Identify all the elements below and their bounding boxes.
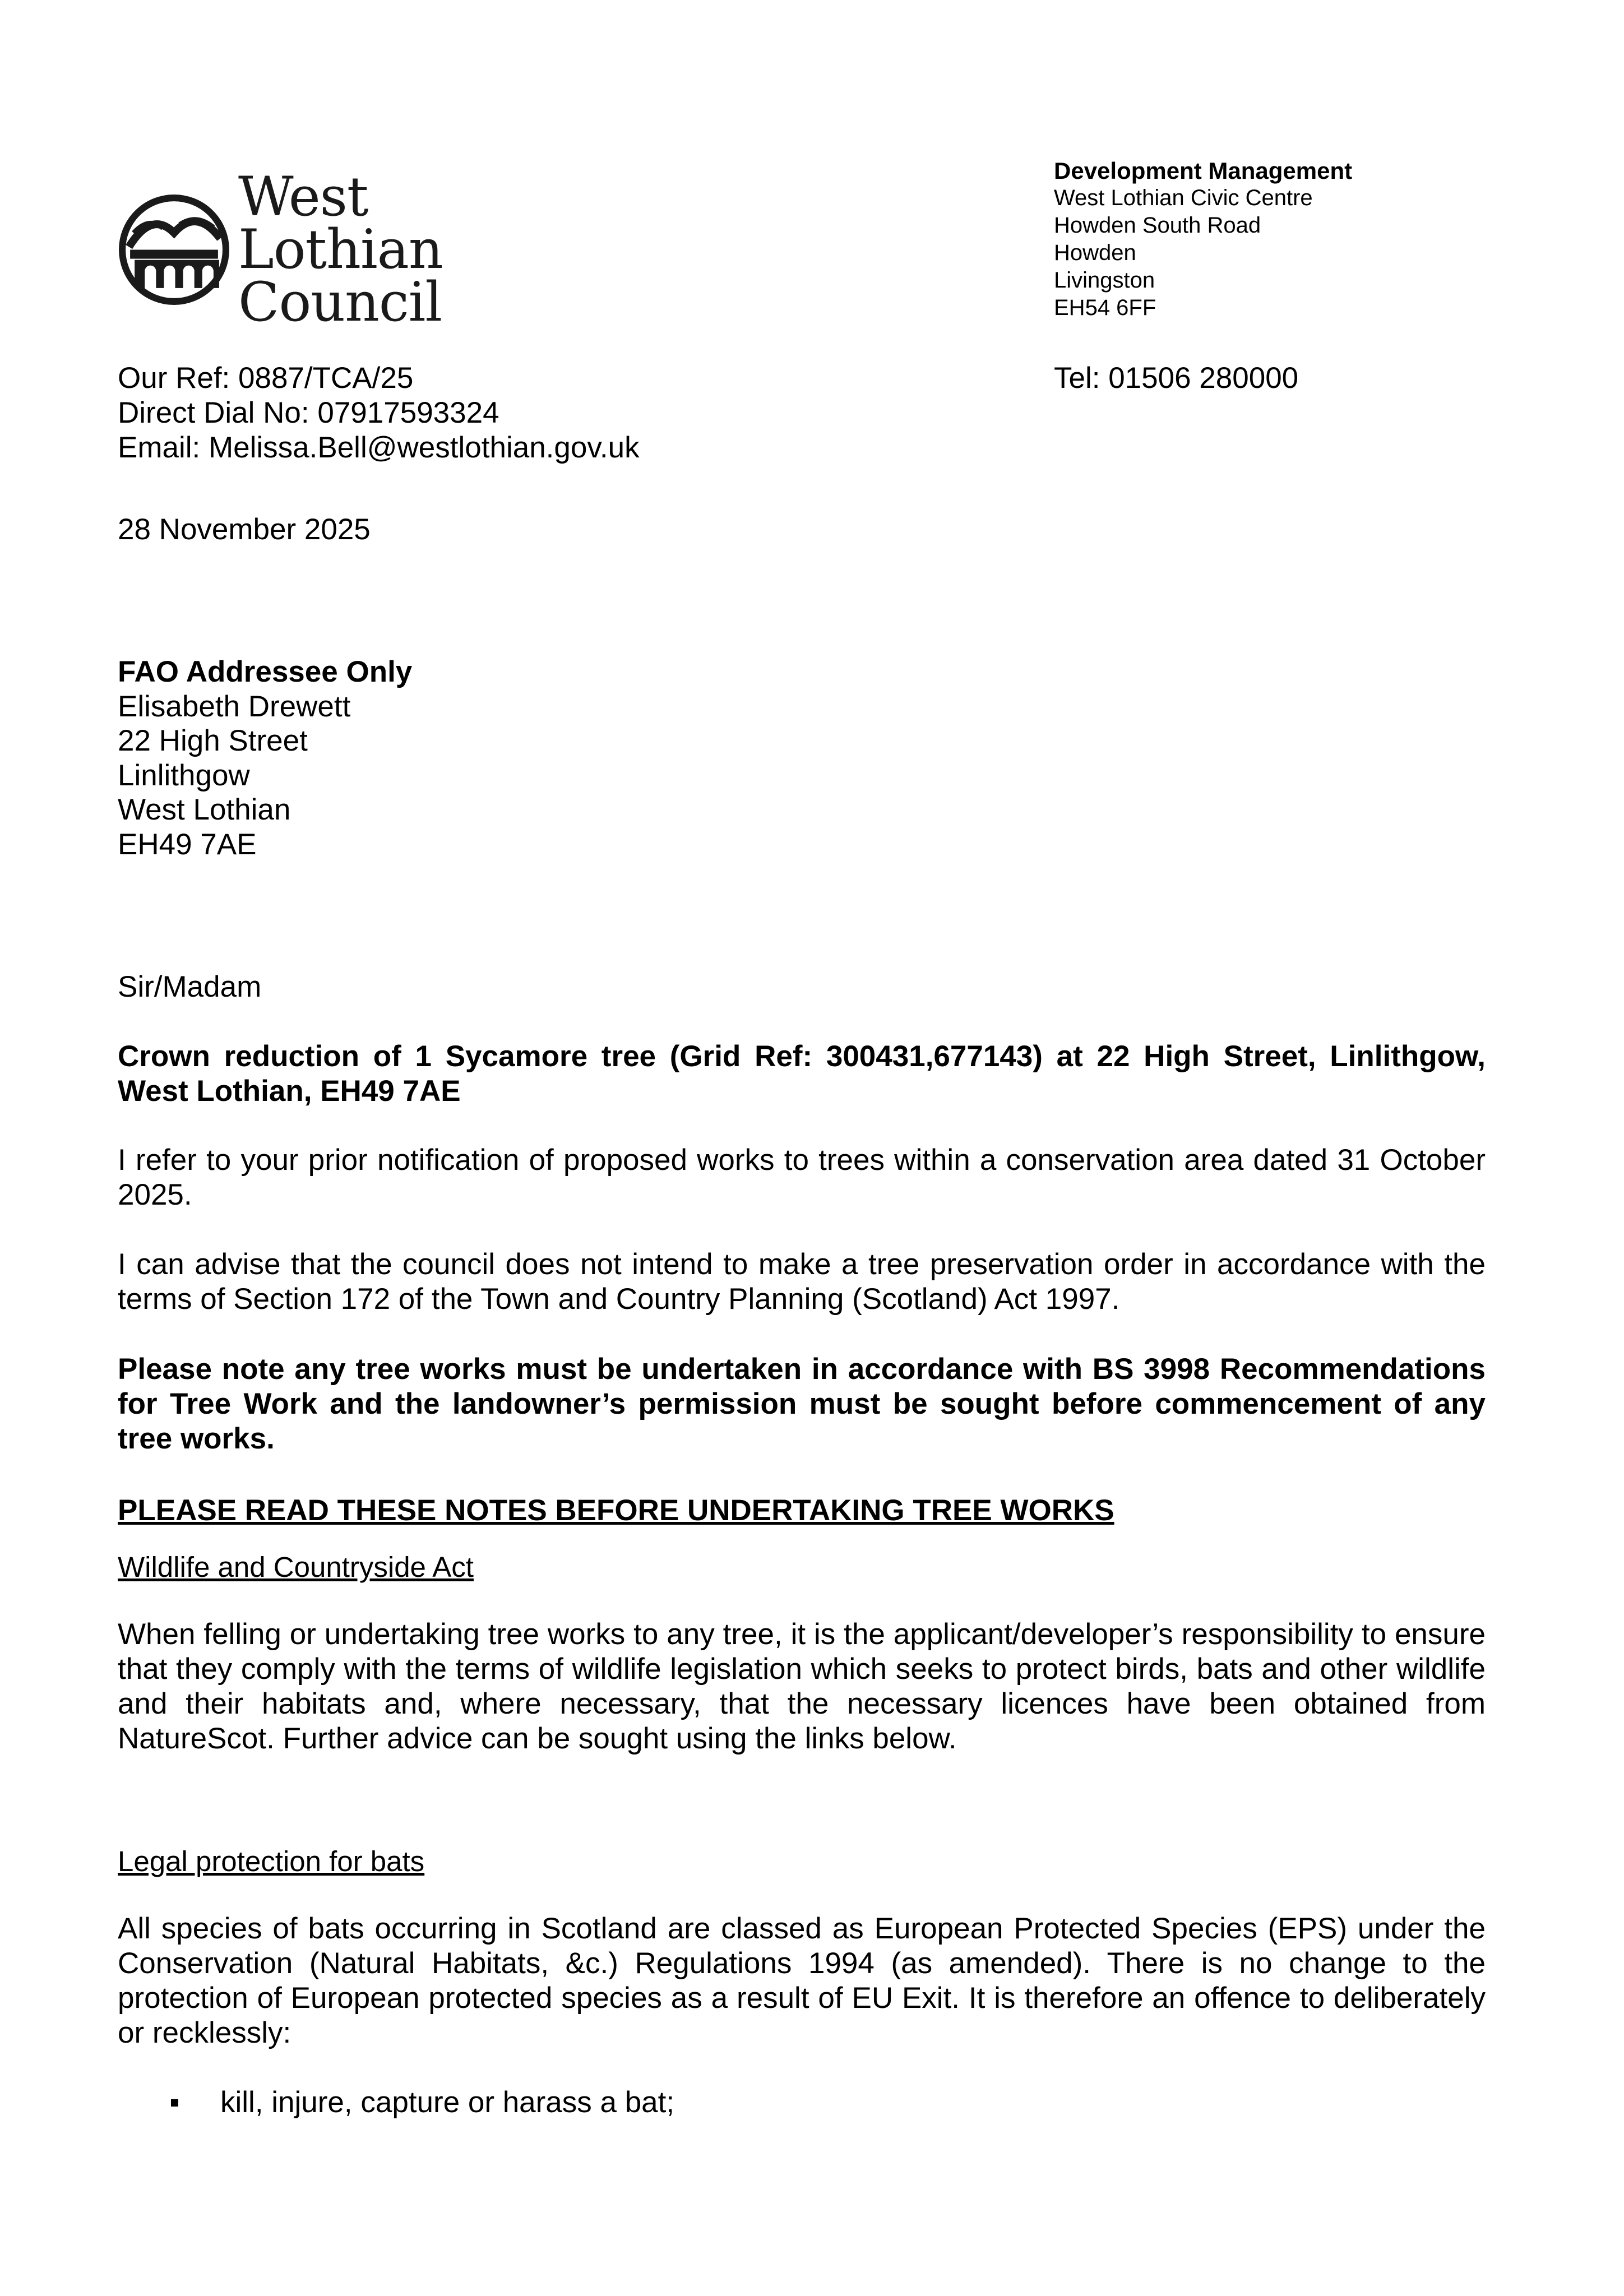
bullet-square-icon [171, 2099, 178, 2107]
letter-subject: Crown reduction of 1 Sycamore tree (Grid Ref: 300431,677143) at 22 High Street, Linlithgow, West Lothian, EH49 7AE [118, 1040, 1486, 1108]
addressee-line: EH49 7AE [118, 827, 257, 861]
paragraph-tpo-decision: I can advise that the council does not intend to make a tree preservation order in accordance with the terms of Section 172 of the Town and Country Planning (Scotland) Act 1997. [118, 1248, 1486, 1316]
wildlife-act-subheading: Wildlife and Countryside Act [118, 1551, 474, 1583]
bats-subheading: Legal protection for bats [118, 1845, 425, 1877]
our-reference: Our Ref: 0887/TCA/25 [118, 362, 414, 395]
office-line: EH54 6FF [1054, 295, 1156, 320]
list-item-text: kill, injure, capture or harass a bat; [220, 2086, 675, 2119]
email-address: Email: Melissa.Bell@westlothian.gov.uk [118, 431, 640, 464]
addressee-line: 22 High Street [118, 724, 308, 757]
council-logo [118, 165, 566, 334]
office-address [1054, 157, 1352, 322]
addressee-line: Elisabeth Drewett [118, 689, 351, 723]
office-line: Howden South Road [1054, 213, 1261, 238]
logo-line-2: Council [238, 271, 442, 334]
office-telephone: Tel: 01506 280000 [1054, 362, 1299, 395]
addressee-line: Linlithgow [118, 758, 250, 792]
direct-dial: Direct Dial No: 07917593324 [118, 396, 499, 429]
council-wordmark [238, 165, 566, 334]
addressee-block [118, 655, 412, 862]
fao-line: FAO Addressee Only [118, 655, 413, 688]
paragraph-wildlife-legislation: When felling or undertaking tree works to any tree, it is the applicant/developer’s responsibility to ensure that they comply with the terms of wildlife legislation which seeks to protect birds, bats and other wildlife and their habitats and, where necessary, that the necessary licences have been obtained from NatureScot. Further advice can be sought using the links below. [118, 1618, 1486, 1755]
office-title: Development Management [1054, 158, 1353, 184]
office-line: West Lothian Civic Centre [1054, 186, 1313, 210]
reference-block [118, 361, 640, 465]
salutation: Sir/Madam [118, 970, 262, 1003]
logo-line-1: West Lothian [238, 165, 443, 281]
council-crest-icon [118, 189, 230, 310]
paragraph-bat-protection: All species of bats occurring in Scotland are classed as European Protected Species (EPS) under the Conservation (Natural Habitats, &c.) Regulations 1994 (as amended). There is no change to the protection of European protected species as a result of EU Exit. It is therefore an offence to deliberately or recklessly: [118, 1912, 1486, 2049]
office-line: Livingston [1054, 268, 1155, 293]
list-item [171, 2085, 674, 2120]
paragraph-prior-notification: I refer to your prior notification of proposed works to trees within a conservation area dated 31 October 2025. [118, 1144, 1486, 1211]
addressee-line: West Lothian [118, 793, 291, 826]
office-line: Howden [1054, 240, 1136, 265]
notes-heading: PLEASE READ THESE NOTES BEFORE UNDERTAKING TREE WORKS [118, 1494, 1114, 1527]
paragraph-bs3998-note: Please note any tree works must be undertaken in accordance with BS 3998 Recommendations for Tree Work and the landowner’s permission must be sought before commencement of any tree works. [118, 1353, 1486, 1455]
letter-date: 28 November 2025 [118, 513, 371, 546]
